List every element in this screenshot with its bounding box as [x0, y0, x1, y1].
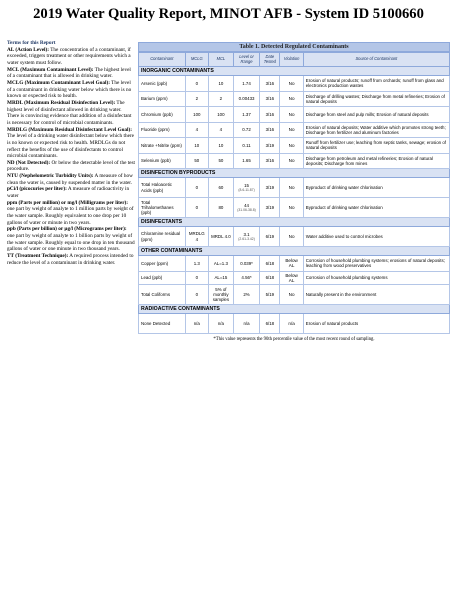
- cell-violation: Below AL: [280, 256, 303, 272]
- cell-contaminant: Nitrate +Nitrite (ppm): [139, 138, 186, 154]
- cell-violation: No: [280, 227, 303, 247]
- cell-mclg: 2: [185, 91, 208, 107]
- cell-contaminant: Total Trihalomethanes (ppb): [139, 198, 186, 218]
- term-name: ND (Not Detected):: [7, 159, 51, 166]
- term-definition: The level of a drinking water disinfectant below which there is no known or expected risk to health. MRDLGs do not reflect the benefits of the use of disinfectants to control microbial contaminants.: [7, 133, 134, 160]
- term-name: MCL (Maximum Contaminant Level):: [7, 66, 94, 73]
- term-definition: Or below the detectable level of the test procedure.: [7, 159, 135, 173]
- cell-level: [233, 198, 259, 218]
- cell-mclg: 10: [185, 138, 208, 154]
- table-row: [139, 284, 450, 304]
- cell-violation: No: [280, 178, 303, 198]
- term-name: pCi/l (picocuries per liter):: [7, 186, 67, 193]
- term-entry: [7, 200, 135, 227]
- section-row: [139, 67, 450, 76]
- contaminants-table: [138, 52, 450, 334]
- section-title: RADIOACTIVE CONTAMINANTS: [139, 304, 450, 313]
- cell-mcl: 5% of monthly samples: [208, 284, 233, 304]
- cell-mcl: 50: [208, 153, 233, 169]
- term-definition: The highest level of disinfectant allowed in drinking water. There is convincing evidence that addition of a disinfectant is necessary for control of microbial contaminants.: [7, 99, 132, 126]
- cell-source: Naturally present in the environment: [303, 284, 449, 304]
- level-value: 15: [244, 182, 249, 188]
- section-title: INORGANIC CONTAMINANTS: [139, 67, 450, 76]
- term-name: ppb (Parts per billion) or µg/l (Micrograms per liter):: [7, 226, 127, 233]
- level-range: (31.06-38.8): [237, 208, 256, 213]
- section-row: [139, 304, 450, 313]
- terms-heading: Terms for this Report: [7, 40, 56, 46]
- cell-violation: No: [280, 76, 303, 92]
- cell-source: Water additive used to control microbes: [303, 227, 449, 247]
- term-definition: The highest level of a contaminant that is allowed in drinking water.: [7, 66, 131, 80]
- cell-contaminant: Arsenic (ppb): [139, 76, 186, 92]
- cell-source: Byproduct of drinking water chlorination: [303, 198, 449, 218]
- table-row: [139, 271, 450, 284]
- cell-mcl: 2: [208, 91, 233, 107]
- header-violation: Violation: [280, 53, 303, 67]
- header-contaminant: Contaminant: [139, 53, 186, 67]
- cell-mcl: AL=1.3: [208, 256, 233, 272]
- cell-date: 3/19: [260, 198, 280, 218]
- header-source: Source of Contaminant: [303, 53, 449, 67]
- cell-level: [233, 271, 259, 284]
- cell-mclg: 4: [185, 122, 208, 138]
- table-row: [139, 91, 450, 107]
- cell-date: 5/19: [260, 284, 280, 304]
- header-level: Level or Range: [233, 53, 259, 67]
- cell-mcl: AL=15: [208, 271, 233, 284]
- level-value: 1.74: [242, 80, 251, 86]
- cell-violation: No: [280, 107, 303, 123]
- level-value: 2%: [243, 291, 250, 297]
- table-body: [139, 67, 450, 334]
- cell-level: [233, 313, 259, 333]
- table-row: [139, 178, 450, 198]
- table-row: [139, 256, 450, 272]
- cell-contaminant: Lead (ppb): [139, 271, 186, 284]
- terms-list: [7, 47, 135, 267]
- level-value: 0.039*: [240, 260, 253, 266]
- term-definition: A measure of radioactivity in water: [7, 186, 130, 200]
- term-definition: The level of a contaminant in drinking water below which there is no known or expected risk to health.: [7, 79, 132, 100]
- term-entry: [7, 47, 135, 67]
- level-value: 3.1: [243, 231, 250, 237]
- cell-mclg: 0: [185, 76, 208, 92]
- page-title: 2019 Water Quality Report, MINOT AFB - System ID 5100660: [33, 6, 424, 22]
- cell-date: 6/18: [260, 271, 280, 284]
- cell-mclg: 100: [185, 107, 208, 123]
- term-definition: one part by weight of analyte to 1 million parts by weight of the water sample. Roughly equivalent to one drop per 10 gallons of water or minute in two years.: [7, 206, 134, 226]
- level-value: 1.65: [242, 158, 251, 164]
- term-entry: [7, 160, 135, 173]
- table-row: [139, 153, 450, 169]
- term-name: MRDLG (Maximum Residual Disinfectant Level Goal):: [7, 126, 132, 133]
- cell-source: Runoff from fertilizer use; leaching from septic tanks, sewage; erosion of natural deposits: [303, 138, 449, 154]
- term-name: MCLG (Maximum Contaminant Level Goal):: [7, 79, 110, 86]
- cell-contaminant: Total Haloacetic Acids (ppb): [139, 178, 186, 198]
- level-value: 44: [244, 202, 249, 208]
- cell-violation: No: [280, 284, 303, 304]
- section-row: [139, 218, 450, 227]
- term-entry: [7, 100, 135, 127]
- cell-mclg: 1.3: [185, 256, 208, 272]
- cell-level: [233, 122, 259, 138]
- cell-contaminant: Fluoride (ppm): [139, 122, 186, 138]
- cell-mcl: MRDL 4.0: [208, 227, 233, 247]
- table-row: [139, 227, 450, 247]
- level-value: n/a: [243, 320, 250, 326]
- cell-violation: Below AL: [280, 271, 303, 284]
- term-entry: [7, 67, 135, 80]
- level-range: (2.61-3.42): [238, 237, 255, 242]
- cell-mclg: MRDLG 4: [185, 227, 208, 247]
- cell-mcl: 4: [208, 122, 233, 138]
- cell-source: Discharge of drilling wastes; Discharge from metal refineries; Erosion of natural deposits: [303, 91, 449, 107]
- cell-mclg: 0: [185, 198, 208, 218]
- cell-source: Corrosion of household plumbing systems; erosions of natural deposits; leaching from wood preservatives: [303, 256, 449, 272]
- term-definition: A measure of how clean the water is, caused by suspended matter in the water.: [7, 173, 133, 186]
- cell-contaminant: Total Coliforms: [139, 284, 186, 304]
- cell-date: 6/18: [260, 256, 280, 272]
- cell-date: 3/19: [260, 178, 280, 198]
- term-entry: [7, 173, 135, 186]
- level-range: (8.6-11.87): [238, 188, 255, 193]
- cell-mclg: 0: [185, 271, 208, 284]
- section-row: [139, 247, 450, 256]
- cell-level: [233, 91, 259, 107]
- cell-mcl: 80: [208, 198, 233, 218]
- cell-source: Discharge from petroleum and metal refineries; Erosion of natural deposits; Discharge from mines: [303, 153, 449, 169]
- section-title: OTHER CONTAMINANTS: [139, 247, 450, 256]
- cell-level: [233, 284, 259, 304]
- term-definition: A required process intended to reduce the level of a contaminant in drinking water.: [7, 253, 134, 266]
- section-title: DISINFECTION BYPRODUCTS: [139, 169, 450, 178]
- cell-source: Erosion of natural products: [303, 313, 449, 333]
- cell-date: 3/16: [260, 122, 280, 138]
- cell-source: Byproduct of drinking water chlorination: [303, 178, 449, 198]
- table-header-row: [139, 53, 450, 67]
- term-definition: one part by weight of analyte to 1 billion parts by weight of the water sample. Roughly equal to one drop in ten thousand gallons of water or one minute in two thousand years.: [7, 233, 135, 253]
- header-date: Date Tested: [260, 53, 280, 67]
- contaminants-table-panel: [138, 42, 450, 342]
- cell-date: 6/19: [260, 227, 280, 247]
- cell-violation: n/a: [280, 313, 303, 333]
- cell-date: 3/19: [260, 138, 280, 154]
- table-row: [139, 76, 450, 92]
- cell-mclg: 0: [185, 178, 208, 198]
- table-title: Table 1. Detected Regulated Contaminants: [138, 42, 450, 52]
- cell-date: 3/16: [260, 91, 280, 107]
- cell-level: [233, 227, 259, 247]
- term-definition: The concentration of a contaminant, if exceeded, triggers treatment or other requirements which a water system must follow.: [7, 46, 131, 66]
- term-name: TT (Treatment Technique):: [7, 253, 69, 259]
- term-entry: [7, 253, 135, 266]
- cell-contaminant: Chromium (ppb): [139, 107, 186, 123]
- cell-source: Corrosion of household plumbing systems: [303, 271, 449, 284]
- cell-source: Discharge from steel and pulp mills; Erosion of natural deposits: [303, 107, 449, 123]
- cell-violation: No: [280, 153, 303, 169]
- cell-mclg: n/a: [185, 313, 208, 333]
- cell-date: 3/16: [260, 153, 280, 169]
- table-row: [139, 138, 450, 154]
- cell-contaminant: Chloramine residual (ppm): [139, 227, 186, 247]
- terms-panel: [7, 40, 135, 266]
- cell-mclg: 0: [185, 284, 208, 304]
- cell-source: Erosion of natural products; runoff from orchards; runoff from glass and electronics production wastes: [303, 76, 449, 92]
- table-row: [139, 107, 450, 123]
- cell-mcl: 10: [208, 76, 233, 92]
- level-value: 0.72: [242, 127, 251, 133]
- cell-mcl: n/a: [208, 313, 233, 333]
- header-mcl: MCL: [208, 53, 233, 67]
- header-mclg: MCLG: [185, 53, 208, 67]
- term-entry: [7, 186, 135, 199]
- cell-mcl: 60: [208, 178, 233, 198]
- cell-level: [233, 178, 259, 198]
- cell-violation: No: [280, 91, 303, 107]
- cell-level: [233, 138, 259, 154]
- cell-date: 3/16: [260, 107, 280, 123]
- term-entry: [7, 80, 135, 100]
- cell-level: [233, 76, 259, 92]
- cell-mclg: 50: [185, 153, 208, 169]
- cell-contaminant: Copper (ppm): [139, 256, 186, 272]
- table-row: [139, 122, 450, 138]
- table-footnote: *This value represents the 90th percentile value of the most recent round of sampling.: [213, 336, 375, 342]
- cell-mcl: 10: [208, 138, 233, 154]
- term-name: ppm (Parts per million) or mg/l (Milligrams per liter):: [7, 199, 129, 206]
- cell-level: [233, 107, 259, 123]
- cell-level: [233, 153, 259, 169]
- cell-contaminant: None Detected: [139, 313, 186, 333]
- term-name: MRDL (Maximum Residual Disinfection Level):: [7, 99, 116, 106]
- cell-date: 6/18: [260, 313, 280, 333]
- term-entry: [7, 127, 135, 160]
- level-value: 0.11: [242, 142, 251, 148]
- cell-violation: No: [280, 122, 303, 138]
- level-value: 4.56*: [241, 275, 252, 281]
- cell-level: [233, 256, 259, 272]
- cell-mcl: 100: [208, 107, 233, 123]
- term-entry: [7, 226, 135, 253]
- section-title: DISINFECTANTS: [139, 218, 450, 227]
- cell-violation: No: [280, 198, 303, 218]
- level-value: 1.37: [242, 111, 251, 117]
- table-row: [139, 198, 450, 218]
- cell-violation: No: [280, 138, 303, 154]
- cell-contaminant: Barium (ppm): [139, 91, 186, 107]
- table-row: [139, 313, 450, 333]
- level-value: 0.00433: [238, 96, 255, 102]
- section-row: [139, 169, 450, 178]
- cell-date: 3/16: [260, 76, 280, 92]
- term-name: AL (Action Level):: [7, 46, 49, 53]
- cell-source: Erosion of natural deposits; Water additive which promotes strong teeth; Discharge from fertilizer and aluminum factories: [303, 122, 449, 138]
- term-name: NTU (Nephelometric Turbidity Units):: [7, 173, 94, 180]
- cell-contaminant: Selenium (ppb): [139, 153, 186, 169]
